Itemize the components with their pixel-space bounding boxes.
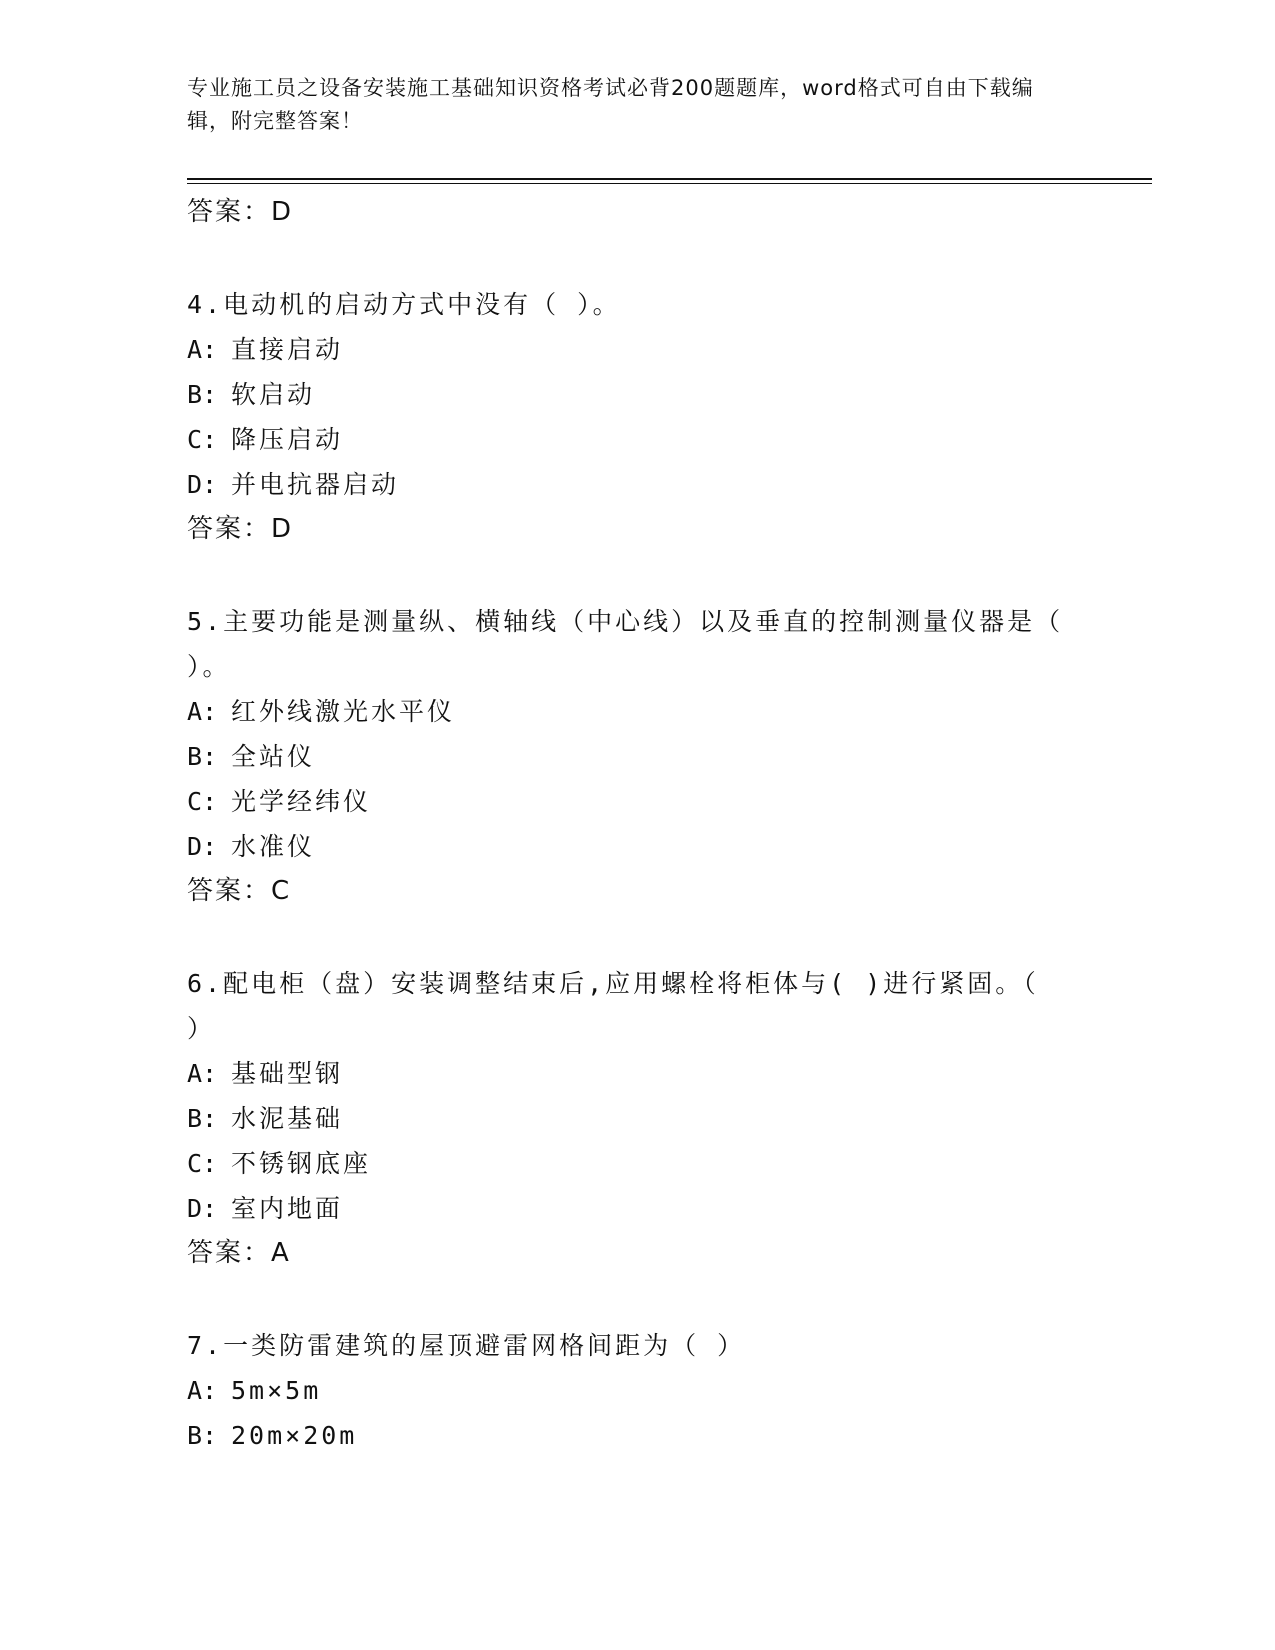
answer-line <box>187 869 1067 913</box>
option-letter: A: <box>187 335 218 364</box>
question-text: 4.电动机的启动方式中没有（ ）。 <box>187 290 621 319</box>
option-b <box>187 1096 1067 1141</box>
option-letter: A: <box>187 1376 218 1405</box>
answer-label: 答案： <box>187 197 272 227</box>
option-text: 不锈钢底座 <box>231 1149 372 1178</box>
option-text: 软启动 <box>231 380 316 409</box>
option-a <box>187 327 1067 372</box>
option-d <box>187 824 1067 869</box>
option-b <box>187 372 1067 417</box>
option-d <box>187 462 1067 507</box>
option-text: 直接启动 <box>231 335 344 364</box>
document-header <box>187 72 1067 138</box>
option-letter: B: <box>187 380 218 409</box>
option-text: 光学经纬仪 <box>231 787 372 816</box>
header-rule-thick <box>187 178 1152 180</box>
option-letter: C: <box>187 1149 218 1178</box>
option-text: 20m×20m <box>231 1421 358 1450</box>
answer-line <box>187 190 1067 234</box>
answer-label: 答案： <box>187 876 272 906</box>
option-b <box>187 734 1067 779</box>
option-c <box>187 417 1067 462</box>
answer-value: D <box>271 197 292 227</box>
option-text: 5m×5m <box>231 1376 322 1405</box>
question-text: 5.主要功能是测量纵、横轴线（中心线）以及垂直的控制测量仪器是（ ）。 <box>187 607 1064 681</box>
option-text: 水泥基础 <box>231 1104 344 1133</box>
option-b <box>187 1413 1067 1458</box>
answer-label: 答案： <box>187 514 272 544</box>
answer-label: 答案： <box>187 1238 272 1268</box>
answer-line <box>187 507 1067 551</box>
option-c <box>187 779 1067 824</box>
question-text: 6.配电柜（盘）安装调整结束后,应用螺栓将柜体与( )进行紧固。（ ） <box>187 969 1039 1043</box>
option-letter: B: <box>187 742 218 771</box>
document-body <box>187 190 1067 1458</box>
answer-line <box>187 1231 1067 1275</box>
option-a <box>187 1368 1067 1413</box>
option-text: 室内地面 <box>231 1194 344 1223</box>
option-letter: C: <box>187 787 218 816</box>
answer-value: C <box>271 876 290 906</box>
option-c <box>187 1141 1067 1186</box>
option-d <box>187 1186 1067 1231</box>
header-rule-thin <box>187 183 1152 184</box>
option-text: 降压启动 <box>231 425 344 454</box>
option-text: 并电抗器启动 <box>231 470 400 499</box>
option-letter: C: <box>187 425 218 454</box>
option-text: 基础型钢 <box>231 1059 344 1088</box>
option-a <box>187 1051 1067 1096</box>
header-title: 专业施工员之设备安装施工基础知识资格考试必背200题题库，word格式可自由下载编辑，附完整答案！ <box>187 76 1034 133</box>
option-letter: A: <box>187 697 218 726</box>
option-letter: D: <box>187 470 218 499</box>
option-text: 全站仪 <box>231 742 316 771</box>
option-text: 红外线激光水平仪 <box>231 697 456 726</box>
question-text: 7.一类防雷建筑的屋顶避雷网格间距为（ ） <box>187 1331 746 1360</box>
option-letter: D: <box>187 832 218 861</box>
option-letter: B: <box>187 1421 218 1450</box>
option-letter: B: <box>187 1104 218 1133</box>
option-text: 水准仪 <box>231 832 316 861</box>
option-a <box>187 689 1067 734</box>
answer-value: D <box>271 514 292 544</box>
option-letter: A: <box>187 1059 218 1088</box>
option-letter: D: <box>187 1194 218 1223</box>
answer-value: A <box>271 1238 289 1268</box>
